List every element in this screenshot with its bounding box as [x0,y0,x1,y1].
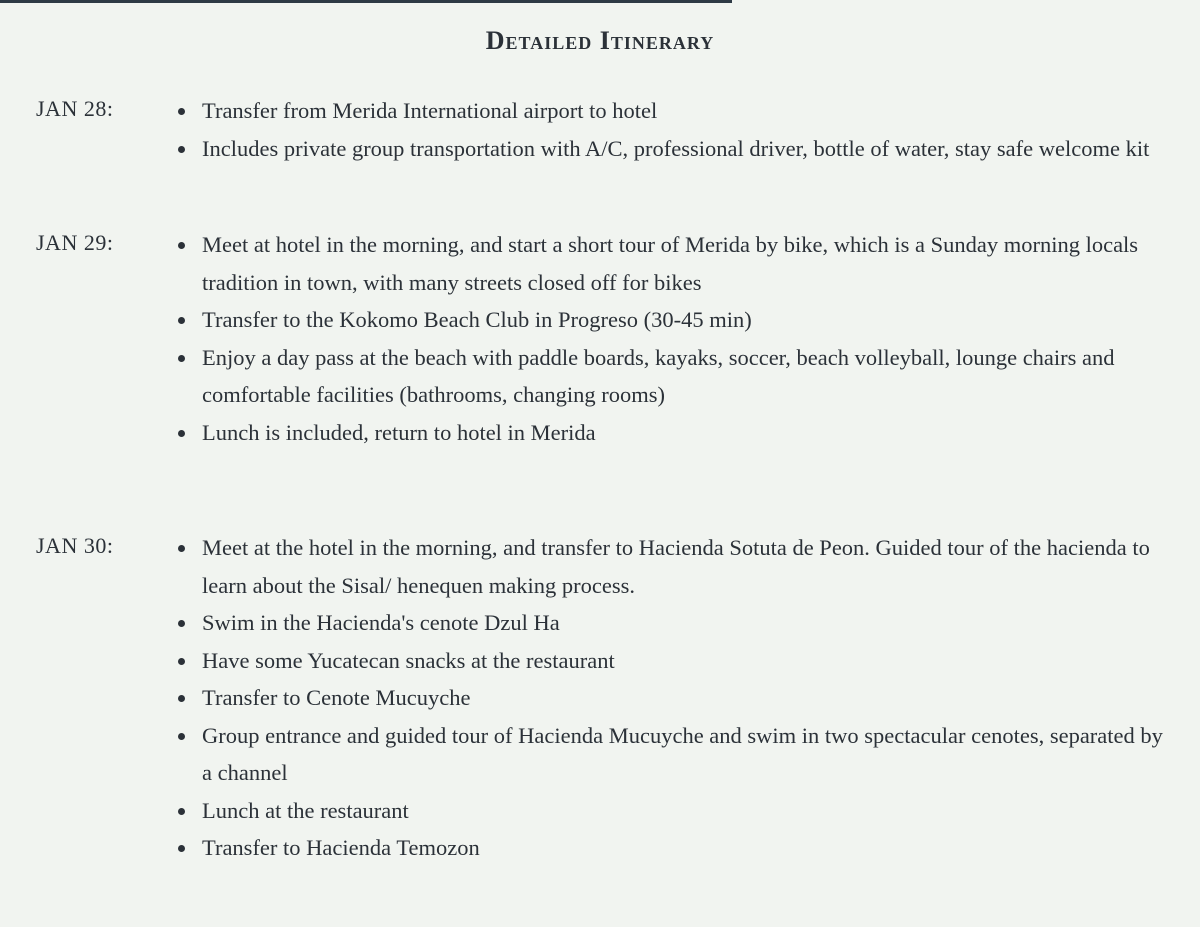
day-items [176,92,1166,167]
list-item: Swim in the Hacienda's cenote Dzul Ha [176,604,1166,642]
list-item: Includes private group transportation with A/C, professional driver, bottle of water, stay safe welcome kit [176,130,1166,168]
day-items [176,529,1166,867]
list-item: Transfer to the Kokomo Beach Club in Progreso (30-45 min) [176,301,1166,339]
day-items [176,226,1166,451]
page-title [0,26,1200,56]
page-title-text: Detailed Itinerary [485,26,715,55]
list-item: Transfer to Hacienda Temozon [176,829,1166,867]
list-item: Transfer to Cenote Mucuyche [176,679,1166,717]
list-item: Have some Yucatecan snacks at the restaurant [176,642,1166,680]
day-date: JAN 30: [36,533,114,558]
list-item: Meet at the hotel in the morning, and transfer to Hacienda Sotuta de Peon. Guided tour of the hacienda to learn about the Sisal/ henequen making process. [176,529,1166,604]
list-item: Enjoy a day pass at the beach with paddle boards, kayaks, soccer, beach volleyball, lounge chairs and comfortable facilities (bathrooms, changing rooms) [176,339,1166,414]
day-date: JAN 29: [36,230,114,255]
list-item: Meet at hotel in the morning, and start a short tour of Merida by bike, which is a Sunday morning locals tradition in town, with many streets closed off for bikes [176,226,1166,301]
day-date: JAN 28: [36,96,114,121]
list-item: Lunch at the restaurant [176,792,1166,830]
top-divider [0,0,732,3]
list-item: Group entrance and guided tour of Hacienda Mucuyche and swim in two spectacular cenotes, separated by a channel [176,717,1166,792]
list-item: Lunch is included, return to hotel in Merida [176,414,1166,452]
list-item: Transfer from Merida International airport to hotel [176,92,1166,130]
